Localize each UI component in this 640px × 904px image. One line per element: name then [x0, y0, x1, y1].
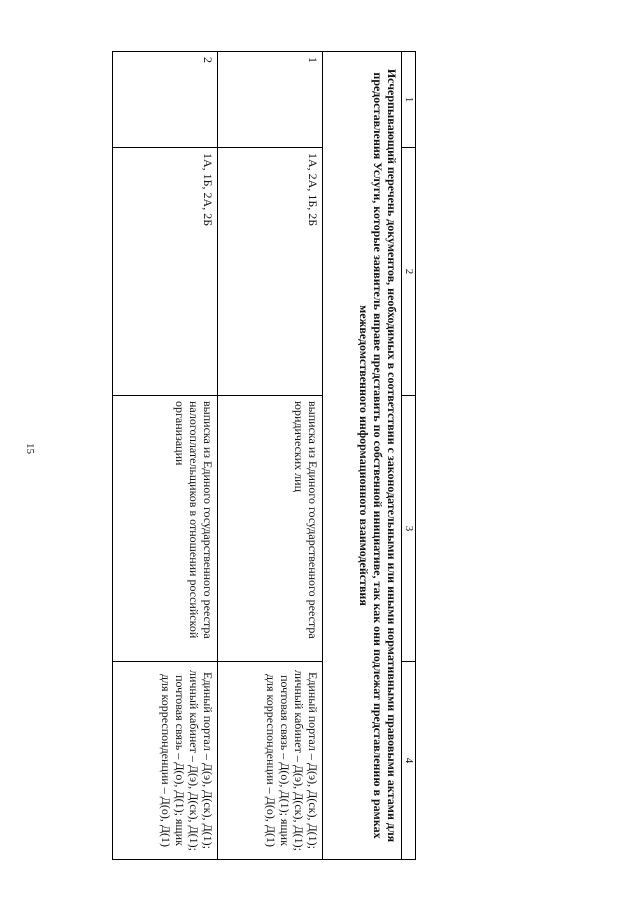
row-channels: Единый портал – Д(э), Д(ск), Д(1); личный кабинет – Д(э), Д(ск), Д(1); почтовая связь – Д(о), Д(1); ящик для корреспонденции – Д(о), Д(1) [218, 662, 323, 860]
column-number-2: 2 [402, 148, 416, 396]
row-number: 2 [113, 52, 218, 148]
row-document: выписка из Единого государственного реестра юридических лиц [218, 396, 323, 662]
row-number: 1 [218, 52, 323, 148]
column-number-1: 1 [402, 52, 416, 148]
rotated-table-wrapper [159, 51, 416, 859]
section-heading-row [323, 52, 402, 860]
table-row [113, 52, 218, 860]
documents-table [112, 51, 416, 860]
column-number-row [402, 52, 416, 860]
column-number-3: 3 [402, 396, 416, 662]
row-channels: Единый портал – Д(э), Д(ск), Д(1); личный кабинет – Д(э), Д(ск), Д(1); почтовая связь – Д(о), Д(1); ящик для корреспонденции – Д(о), Д(1) [113, 662, 218, 860]
row-categories: 1А, 2А, 1Б, 2Б [218, 148, 323, 396]
row-categories: 1А, 1Б, 2А, 2Б [113, 148, 218, 396]
table-row [218, 52, 323, 860]
column-number-4: 4 [402, 662, 416, 860]
row-document: выписка из Единого государственного реестра налогоплательщиков в отношении российской организации [113, 396, 218, 662]
page-number: 15 [24, 443, 36, 454]
section-heading: Исчерпывающий перечень документов, необходимых в соответствии с законодательными или иными нормативными правовыми актами для предоставления Услуги, которые заявитель вправе представить по собственной инициативе, так как они подлежат представлению в рамках межведомственного информационного взаимодействия [323, 52, 402, 860]
